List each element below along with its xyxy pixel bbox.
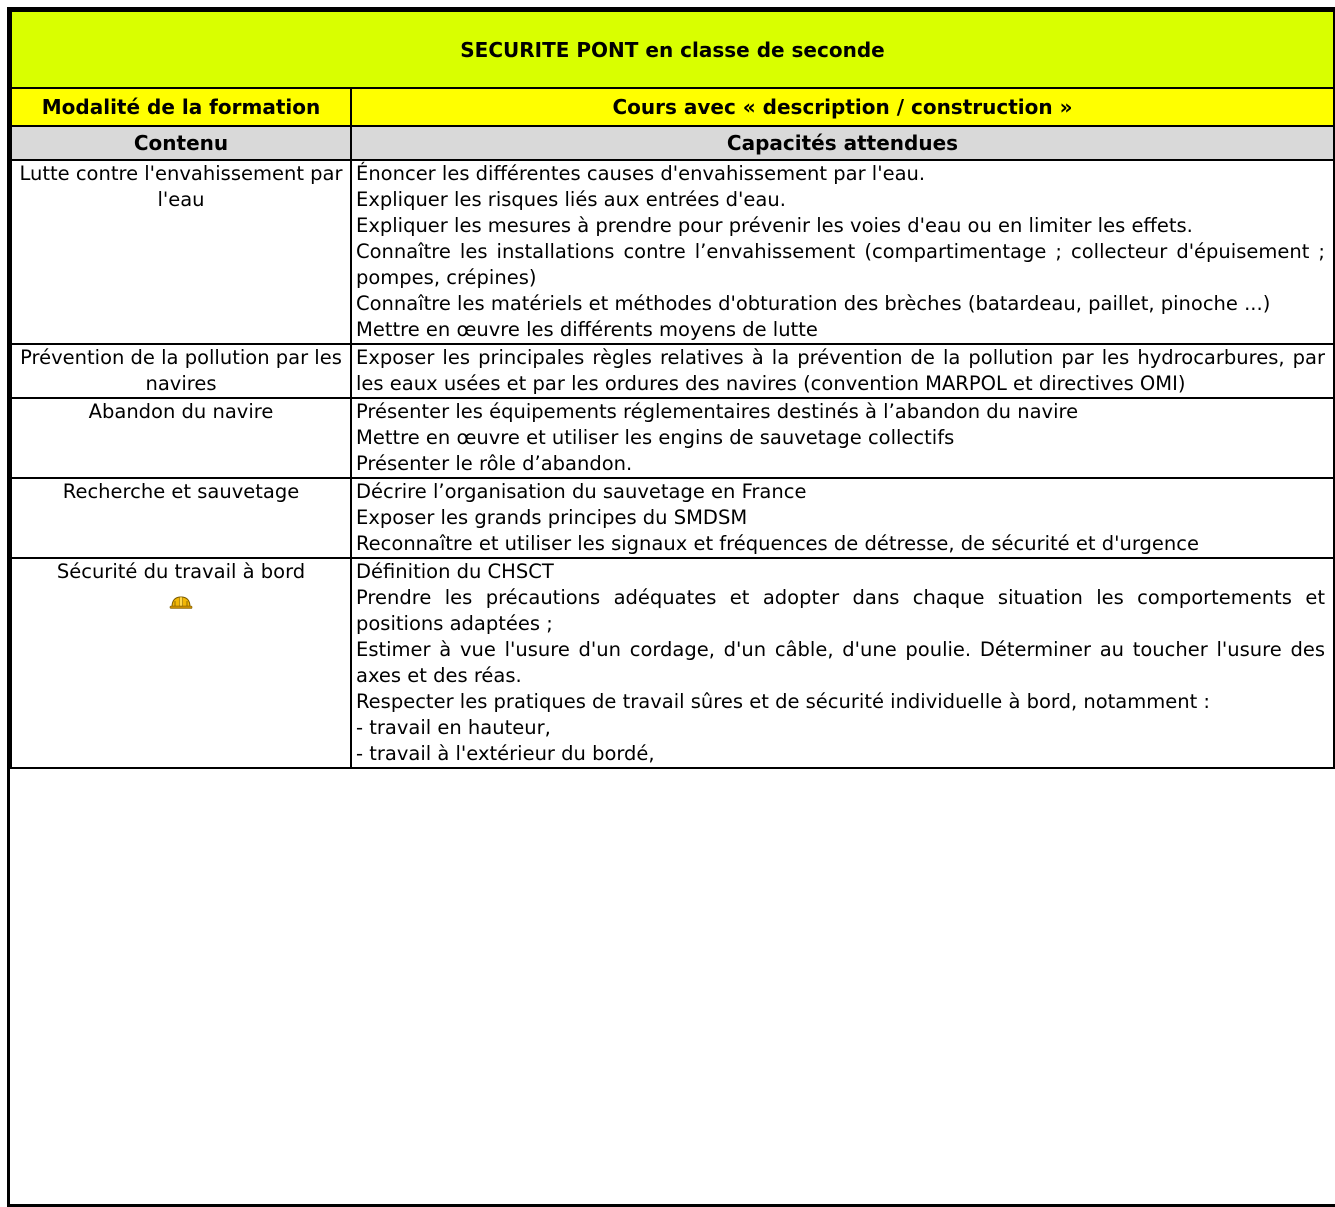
capacite-line: Exposer les grands principes du SMDSM (356, 506, 748, 529)
capacite-line: Mettre en œuvre les différents moyens de lutte (356, 318, 818, 341)
capacite-line: Estimer à vue l'usure d'un cordage, d'un câble, d'une poulie. Déterminer au toucher l'usure des axes et des réas. (356, 638, 1325, 687)
contenu-label: Sécurité du travail à bord (56, 560, 306, 583)
capacite-line: Énoncer les différentes causes d'envahissement par l'eau. (356, 162, 926, 185)
capacite-line: Expliquer les mesures à prendre pour prévenir les voies d'eau ou en limiter les effets. (356, 214, 1193, 237)
table-title: SECURITE PONT en classe de seconde (11, 11, 1334, 88)
capacites-cell (351, 558, 1334, 768)
capacite-line: Respecter les pratiques de travail sûres et de sécurité individuelle à bord, notamment : (356, 690, 1211, 713)
title-row (11, 11, 1334, 88)
capacite-line: Présenter les équipements réglementaires destinés à l’abandon du navire (356, 400, 1079, 423)
contenu-cell: Abandon du navire (11, 398, 351, 478)
header-contenu: Contenu (11, 126, 351, 160)
capacite-line: - travail à l'extérieur du bordé, (356, 742, 655, 765)
hard-hat-icon (169, 590, 193, 616)
table-row (11, 398, 1334, 478)
capacite-line: Connaître les matériels et méthodes d'obturation des brèches (batardeau, paillet, pinoche ...) (356, 292, 1271, 315)
table-row (11, 558, 1334, 768)
capacite-line: Définition du CHSCT (356, 560, 554, 583)
capacites-cell (351, 398, 1334, 478)
modalite-value: Cours avec « description / construction » (351, 88, 1334, 126)
training-table (10, 10, 1335, 769)
contenu-cell: Recherche et sauvetage (11, 478, 351, 558)
capacite-line: Prendre les précautions adéquates et adopter dans chaque situation les comportements et positions adaptées ; (356, 586, 1325, 635)
table-row (11, 160, 1334, 344)
capacite-line: Expliquer les risques liés aux entrées d'eau. (356, 188, 786, 211)
contenu-cell: Lutte contre l'envahissement par l'eau (11, 160, 351, 344)
contenu-cell (11, 558, 351, 768)
header-capacites: Capacités attendues (351, 126, 1334, 160)
document-sheet (7, 7, 1335, 1207)
modalite-row (11, 88, 1334, 126)
contenu-cell: Prévention de la pollution par les navires (11, 344, 351, 398)
capacite-line: Mettre en œuvre et utiliser les engins de sauvetage collectifs (356, 426, 955, 449)
capacites-cell (351, 160, 1334, 344)
table-row (11, 478, 1334, 558)
capacite-line: - travail en hauteur, (356, 716, 551, 739)
table-row (11, 344, 1334, 398)
header-row (11, 126, 1334, 160)
capacite-line: Présenter le rôle d’abandon. (356, 452, 633, 475)
modalite-label: Modalité de la formation (11, 88, 351, 126)
capacite-line: Exposer les principales règles relatives à la prévention de la pollution par les hydrocarbures, par les eaux usées et par les ordures des navires (convention MARPOL et directives OMI) (356, 346, 1325, 395)
capacite-line: Reconnaître et utiliser les signaux et fréquences de détresse, de sécurité et d'urgence (356, 532, 1199, 555)
capacites-cell (351, 478, 1334, 558)
capacite-line: Décrire l’organisation du sauvetage en France (356, 480, 807, 503)
capacite-line: Connaître les installations contre l’envahissement (compartimentage ; collecteur d'épuisement ; pompes, crépines) (356, 240, 1325, 289)
capacites-cell (351, 344, 1334, 398)
